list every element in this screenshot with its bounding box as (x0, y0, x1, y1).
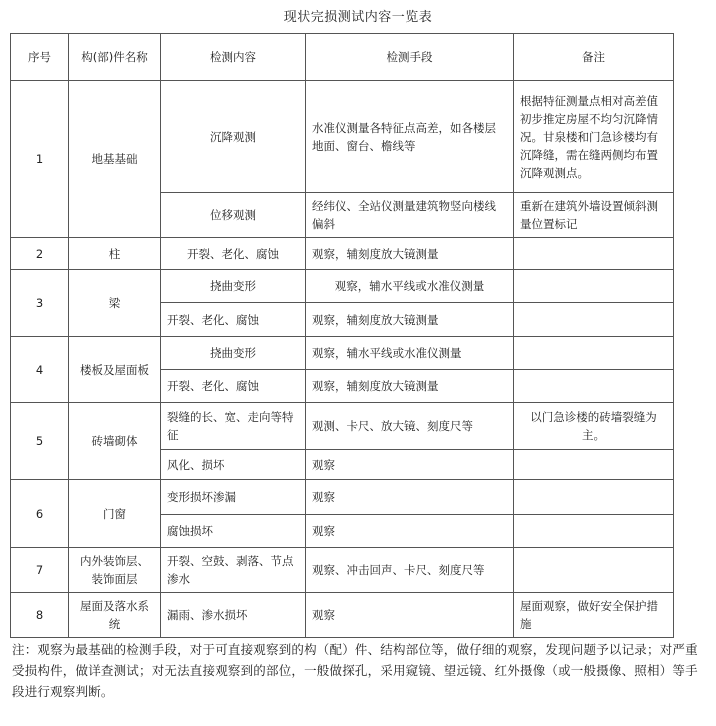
table-row (11, 238, 674, 270)
row-number: 2 (11, 238, 69, 270)
remark: 屋面观察，做好安全保护措施 (514, 593, 674, 638)
inspection-table (10, 33, 674, 638)
inspection-content: 变形损坏渗漏 (161, 480, 306, 515)
row-number: 3 (11, 270, 69, 337)
row-number: 8 (11, 593, 69, 638)
inspection-content: 漏雨、渗水损坏 (161, 593, 306, 638)
table-row (11, 548, 674, 593)
inspection-content: 裂缝的长、宽、走向等特征 (161, 403, 306, 450)
remark: 以门急诊楼的砖墙裂缝为主。 (514, 403, 674, 450)
inspection-method: 观察，辅刻度放大镜测量 (306, 238, 514, 270)
inspection-method: 观察，辅水平线或水准仪测量 (306, 337, 514, 370)
component-name: 柱 (69, 238, 161, 270)
inspection-method: 观测、卡尺、放大镜、刻度尺等 (306, 403, 514, 450)
table-title: 现状完损测试内容一览表 (283, 10, 433, 25)
row-number: 1 (11, 81, 69, 238)
table-row (11, 337, 674, 370)
remark: 重新在建筑外墙设置倾斜测量位置标记 (514, 193, 674, 238)
remark (514, 303, 674, 337)
table-row (11, 270, 674, 303)
header-no: 序号 (11, 34, 69, 81)
inspection-method: 观察，辅刻度放大镜测量 (306, 370, 514, 403)
remark: 根据特征测量点相对高差值初步推定房屋不均匀沉降情况。甘泉楼和门急诊楼均有沉降缝，需在缝两侧均布置沉降观测点。 (514, 81, 674, 193)
header-row (11, 34, 674, 81)
inspection-content: 腐蚀损坏 (161, 515, 306, 548)
inspection-method: 观察，辅刻度放大镜测量 (306, 303, 514, 337)
inspection-content: 挠曲变形 (161, 270, 306, 303)
remark (514, 480, 674, 515)
header-remark: 备注 (514, 34, 674, 81)
remark (514, 515, 674, 548)
remark (514, 548, 674, 593)
inspection-method: 水准仪测量各特征点高差，如各楼层地面、窗台、檐线等 (306, 81, 514, 193)
inspection-content: 开裂、老化、腐蚀 (161, 238, 306, 270)
remark (514, 450, 674, 480)
row-number: 7 (11, 548, 69, 593)
inspection-content: 风化、损坏 (161, 450, 306, 480)
inspection-method: 观察 (306, 593, 514, 638)
remark (514, 270, 674, 303)
table-row (11, 81, 674, 193)
inspection-content: 挠曲变形 (161, 337, 306, 370)
inspection-content: 位移观测 (161, 193, 306, 238)
header-content: 检测内容 (161, 34, 306, 81)
remark (514, 238, 674, 270)
header-component: 构(部)件名称 (69, 34, 161, 81)
inspection-method: 观察 (306, 515, 514, 548)
row-number: 5 (11, 403, 69, 480)
table-row (11, 480, 674, 515)
inspection-content: 沉降观测 (161, 81, 306, 193)
inspection-method: 观察、冲击回声、卡尺、刻度尺等 (306, 548, 514, 593)
component-name: 楼板及屋面板 (69, 337, 161, 403)
row-number: 6 (11, 480, 69, 548)
component-name: 梁 (69, 270, 161, 337)
inspection-method: 观察 (306, 480, 514, 515)
inspection-method: 观察 (306, 450, 514, 480)
remark (514, 337, 674, 370)
inspection-method: 观察，辅水平线或水准仪测量 (306, 270, 514, 303)
table-row (11, 403, 674, 450)
component-name: 内外装饰层、装饰面层 (69, 548, 161, 593)
inspection-method: 经纬仪、全站仪测量建筑物竖向楼线偏斜 (306, 193, 514, 238)
inspection-content: 开裂、空鼓、剥落、节点渗水 (161, 548, 306, 593)
footnote: 注：观察为最基础的检测手段，对于可直接观察到的构（配）件、结构部位等，做仔细的观察，发现问题予以记录；对严重受损构件，做详查测试；对无法直接观察到的部位，一般做探孔，采用窥镜、望远镜、红外摄像（或一般摄像、照相）等手段进行观察判断。 (12, 642, 698, 699)
remark (514, 370, 674, 403)
row-number: 4 (11, 337, 69, 403)
table-row (11, 593, 674, 638)
header-method: 检测手段 (306, 34, 514, 81)
inspection-content: 开裂、老化、腐蚀 (161, 370, 306, 403)
component-name: 门窗 (69, 480, 161, 548)
inspection-content: 开裂、老化、腐蚀 (161, 303, 306, 337)
component-name: 地基基础 (69, 81, 161, 238)
component-name: 砖墙砌体 (69, 403, 161, 480)
component-name: 屋面及落水系统 (69, 593, 161, 638)
